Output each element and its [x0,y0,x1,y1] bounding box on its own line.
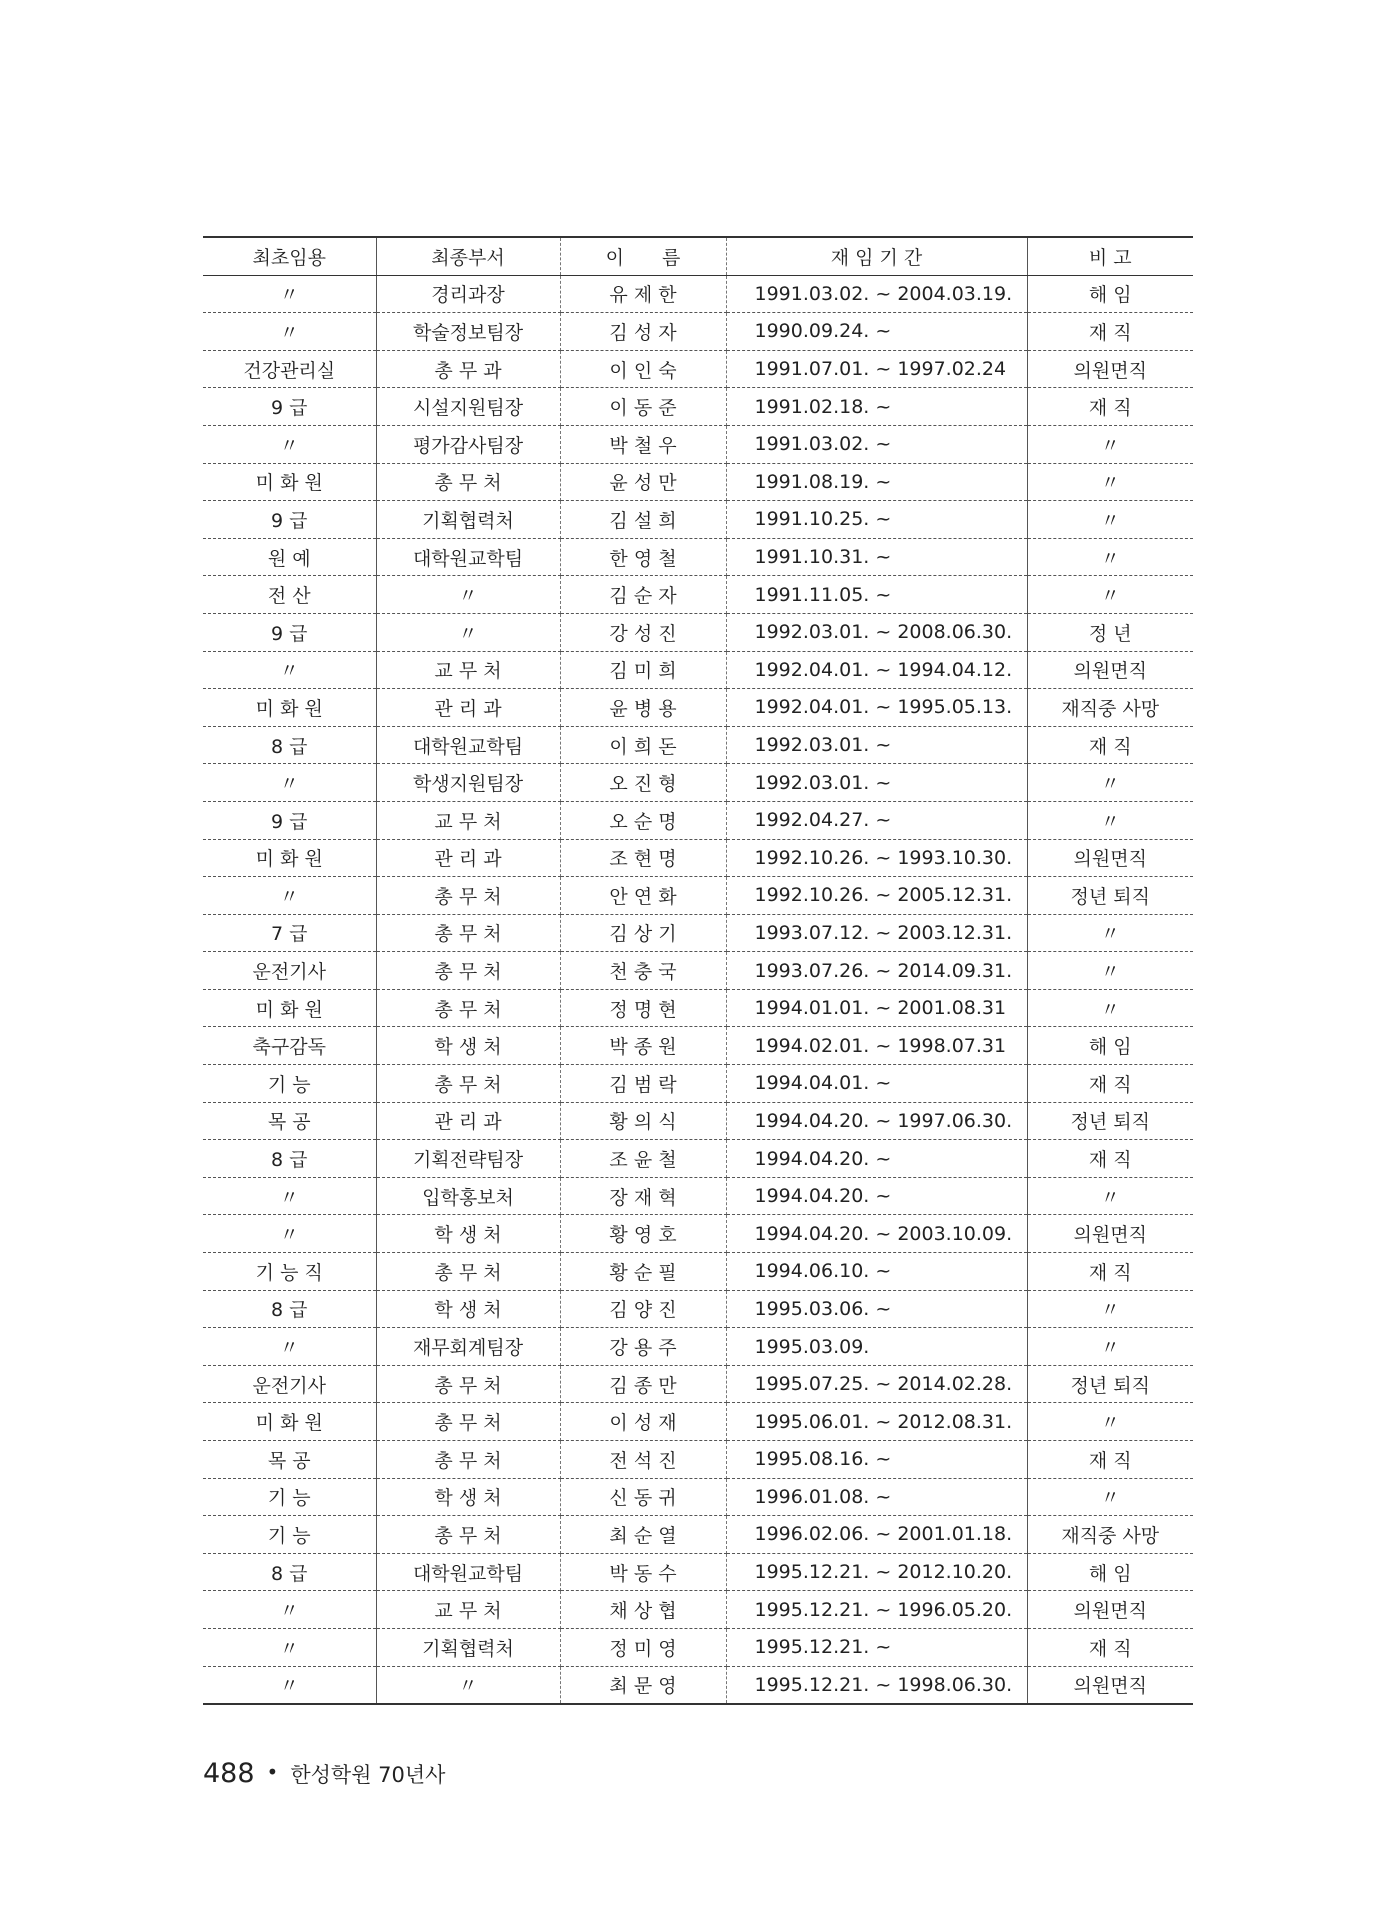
first-appointment-cell: 건강관리실 [203,350,376,388]
first-appointment-cell: 〃 [203,651,376,689]
remarks-cell: 〃 [1027,463,1193,501]
name-cell: 이 희 돈 [560,726,726,764]
name-cell: 조 현 명 [560,839,726,877]
final-department-cell: 기획협력처 [376,1628,560,1666]
remarks-cell: 재 직 [1027,1628,1193,1666]
table-row [203,1441,1193,1479]
tenure-period-cell: 1996.02.06. ~ 2001.01.18. [726,1516,1027,1554]
first-appointment-cell: 기 능 [203,1065,376,1103]
final-department-cell: 총 무 처 [376,1253,560,1291]
tenure-period-cell: 1991.02.18. ~ [726,388,1027,426]
tenure-period-cell: 1996.01.08. ~ [726,1478,1027,1516]
name-cell: 정 미 영 [560,1628,726,1666]
tenure-period-cell: 1992.10.26. ~ 2005.12.31. [726,877,1027,915]
name-cell: 김 순 자 [560,576,726,614]
remarks-cell: 〃 [1027,1403,1193,1441]
staff-table [203,236,1193,1705]
first-appointment-cell: 목 공 [203,1441,376,1479]
table-row [203,726,1193,764]
final-department-cell: 경리과장 [376,275,560,313]
name-cell: 천 충 국 [560,952,726,990]
name-cell: 김 성 자 [560,313,726,351]
name-cell: 이 성 재 [560,1403,726,1441]
remarks-cell: 〃 [1027,952,1193,990]
final-department-cell: 총 무 처 [376,463,560,501]
book-title: 한성학원 70년사 [290,1763,446,1787]
remarks-cell: 〃 [1027,764,1193,802]
final-department-cell: 총 무 처 [376,989,560,1027]
tenure-period-cell: 1991.11.05. ~ [726,576,1027,614]
name-cell: 박 종 원 [560,1027,726,1065]
final-department-cell: 시설지원팀장 [376,388,560,426]
table-row [203,1027,1193,1065]
page-number: 488 [203,1758,255,1789]
table-row [203,275,1193,313]
name-cell: 이 인 숙 [560,350,726,388]
tenure-period-cell: 1991.03.02. ~ 2004.03.19. [726,275,1027,313]
final-department-cell: 학 생 처 [376,1290,560,1328]
table-body [203,275,1193,1704]
final-department-cell: 대학원교학팀 [376,726,560,764]
first-appointment-cell: 9 급 [203,388,376,426]
final-department-cell: 학 생 처 [376,1478,560,1516]
remarks-cell: 정년 퇴직 [1027,1102,1193,1140]
first-appointment-cell: 미 화 원 [203,989,376,1027]
tenure-period-cell: 1994.06.10. ~ [726,1253,1027,1291]
first-appointment-cell: 〃 [203,1666,376,1704]
remarks-cell: 해 임 [1027,1027,1193,1065]
first-appointment-cell: 〃 [203,1328,376,1366]
table-row [203,989,1193,1027]
final-department-cell: 총 무 처 [376,952,560,990]
first-appointment-cell: 운전기사 [203,952,376,990]
remarks-cell: 재직중 사망 [1027,1516,1193,1554]
tenure-period-cell: 1995.12.21. ~ [726,1628,1027,1666]
final-department-cell: 총 무 처 [376,1516,560,1554]
table-row [203,1065,1193,1103]
header-tenure-period: 재 임 기 간 [726,237,1027,275]
first-appointment-cell: 〃 [203,1628,376,1666]
name-cell: 윤 병 용 [560,689,726,727]
remarks-cell: 〃 [1027,1478,1193,1516]
tenure-period-cell: 1993.07.12. ~ 2003.12.31. [726,914,1027,952]
name-cell: 최 문 영 [560,1666,726,1704]
final-department-cell: 관 리 과 [376,1102,560,1140]
first-appointment-cell: 〃 [203,1177,376,1215]
table-row [203,1215,1193,1253]
final-department-cell: 총 무 처 [376,1365,560,1403]
final-department-cell: 입학홍보처 [376,1177,560,1215]
remarks-cell: 의원면직 [1027,839,1193,877]
remarks-cell: 〃 [1027,576,1193,614]
remarks-cell: 재 직 [1027,1441,1193,1479]
tenure-period-cell: 1995.03.06. ~ [726,1290,1027,1328]
final-department-cell: 관 리 과 [376,689,560,727]
final-department-cell: 총 무 처 [376,1065,560,1103]
tenure-period-cell: 1995.07.25. ~ 2014.02.28. [726,1365,1027,1403]
name-cell: 김 상 기 [560,914,726,952]
header-first-appointment: 최초임용 [203,237,376,275]
name-cell: 윤 성 만 [560,463,726,501]
remarks-cell: 〃 [1027,1290,1193,1328]
table-row [203,388,1193,426]
first-appointment-cell: 〃 [203,764,376,802]
first-appointment-cell: 〃 [203,1591,376,1629]
name-cell: 오 진 형 [560,764,726,802]
final-department-cell: 학 생 처 [376,1215,560,1253]
remarks-cell: 〃 [1027,989,1193,1027]
first-appointment-cell: 미 화 원 [203,1403,376,1441]
remarks-cell: 재 직 [1027,1253,1193,1291]
remarks-cell: 의원면직 [1027,350,1193,388]
tenure-period-cell: 1991.10.25. ~ [726,501,1027,539]
final-department-cell: 교 무 처 [376,651,560,689]
table-row [203,313,1193,351]
first-appointment-cell: 9 급 [203,501,376,539]
tenure-period-cell: 1994.04.01. ~ [726,1065,1027,1103]
remarks-cell: 재직중 사망 [1027,689,1193,727]
remarks-cell: 의원면직 [1027,1591,1193,1629]
final-department-cell: 평가감사팀장 [376,425,560,463]
name-cell: 채 상 협 [560,1591,726,1629]
remarks-cell: 해 임 [1027,1553,1193,1591]
first-appointment-cell: 〃 [203,1215,376,1253]
name-cell: 강 성 진 [560,613,726,651]
table-row [203,651,1193,689]
first-appointment-cell: 원 예 [203,538,376,576]
name-cell: 한 영 철 [560,538,726,576]
remarks-cell: 재 직 [1027,726,1193,764]
name-cell: 황 의 식 [560,1102,726,1140]
remarks-cell: 의원면직 [1073,1675,1147,1698]
table-row [203,1553,1193,1591]
first-appointment-cell: 〃 [203,275,376,313]
first-appointment-cell: 8 급 [203,1553,376,1591]
table-row [203,1328,1193,1366]
remarks-cell: 재 직 [1027,388,1193,426]
tenure-period-cell: 1991.08.19. ~ [726,463,1027,501]
header-remarks: 비 고 [1027,237,1193,275]
name-cell: 이 동 준 [560,388,726,426]
tenure-period-cell: 1992.03.01. ~ [726,726,1027,764]
first-appointment-cell: 9 급 [203,801,376,839]
remarks-cell: 재 직 [1027,313,1193,351]
table-row [203,1365,1193,1403]
tenure-period-cell: 1995.12.21. ~ 1996.05.20. [726,1591,1027,1629]
first-appointment-cell: 목 공 [203,1102,376,1140]
table-row [203,1177,1193,1215]
tenure-period-cell: 1995.08.16. ~ [726,1441,1027,1479]
tenure-period-cell: 1995.12.21. ~ 2012.10.20. [726,1553,1027,1591]
name-cell: 정 명 현 [560,989,726,1027]
remarks-cell: 재 직 [1027,1140,1193,1178]
name-cell: 김 설 희 [560,501,726,539]
final-department-cell: 총 무 처 [376,877,560,915]
table-row [203,1253,1193,1291]
table-row [203,689,1193,727]
name-cell: 장 재 혁 [560,1177,726,1215]
name-cell: 강 용 주 [560,1328,726,1366]
table-row [203,1591,1193,1629]
first-appointment-cell: 미 화 원 [203,689,376,727]
final-department-cell: 학술정보팀장 [376,313,560,351]
remarks-cell: 정년 퇴직 [1027,877,1193,915]
final-department-cell: 〃 [376,1666,560,1704]
table-row [203,538,1193,576]
tenure-period-cell: 1994.04.20. ~ 2003.10.09. [726,1215,1027,1253]
remarks-cell: 〃 [1027,425,1193,463]
name-cell: 박 동 수 [560,1553,726,1591]
name-cell: 오 순 명 [560,801,726,839]
table-row [203,1666,1193,1704]
name-cell: 전 석 진 [560,1441,726,1479]
name-cell: 최 순 열 [560,1516,726,1554]
name-cell: 황 순 필 [560,1253,726,1291]
table-row [203,952,1193,990]
final-department-cell: 〃 [376,576,560,614]
final-department-cell: 교 무 처 [376,1591,560,1629]
tenure-period-cell: 1991.03.02. ~ [726,425,1027,463]
final-department-cell: 총 무 처 [376,1441,560,1479]
tenure-period-cell: 1994.02.01. ~ 1998.07.31 [726,1027,1027,1065]
table-row [203,839,1193,877]
first-appointment-cell: 8 급 [203,726,376,764]
final-department-cell: 대학원교학팀 [376,1553,560,1591]
header-row [203,237,1193,275]
table-row [203,914,1193,952]
remarks-cell: 〃 [1027,1328,1193,1366]
final-department-cell: 기획전략팀장 [376,1140,560,1178]
tenure-period-cell: 1990.09.24. ~ [726,313,1027,351]
final-department-cell: 총 무 처 [376,914,560,952]
final-department-cell: 〃 [376,613,560,651]
tenure-period-cell: 1992.10.26. ~ 1993.10.30. [726,839,1027,877]
remarks-cell: 정년 퇴직 [1027,1365,1193,1403]
tenure-period-cell: 1994.04.20. ~ [726,1140,1027,1178]
table-row [203,1516,1193,1554]
tenure-period-cell: 1992.04.27. ~ [726,801,1027,839]
table-row [203,613,1193,651]
tenure-period-cell: 1994.04.20. ~ 1997.06.30. [726,1102,1027,1140]
name-cell: 신 동 귀 [560,1478,726,1516]
table-row [203,576,1193,614]
final-department-cell: 학생지원팀장 [376,764,560,802]
name-cell: 박 철 우 [560,425,726,463]
table-row [203,1403,1193,1441]
table-row [203,501,1193,539]
table-row [203,1290,1193,1328]
tenure-period-cell: 1994.01.01. ~ 2001.08.31 [726,989,1027,1027]
first-appointment-cell: 7 급 [203,914,376,952]
table-row [203,463,1193,501]
name-cell: 안 연 화 [560,877,726,915]
first-appointment-cell: 9 급 [203,613,376,651]
final-department-cell: 총 무 처 [376,1403,560,1441]
remarks-cell: 〃 [1027,538,1193,576]
remarks-cell: 〃 [1027,1177,1193,1215]
first-appointment-cell: 8 급 [203,1290,376,1328]
first-appointment-cell: 전 산 [203,576,376,614]
name-cell: 조 윤 철 [560,1140,726,1178]
remarks-cell: 의원면직 [1027,651,1193,689]
tenure-period-cell: 1992.04.01. ~ 1994.04.12. [726,651,1027,689]
name-cell: 김 종 만 [560,1365,726,1403]
final-department-cell: 학 생 처 [376,1027,560,1065]
final-department-cell: 총 무 과 [376,350,560,388]
remarks-cell: 해 임 [1027,275,1193,313]
table-row [203,425,1193,463]
table-row [203,1140,1193,1178]
first-appointment-cell: 〃 [203,425,376,463]
first-appointment-cell: 기 능 [203,1516,376,1554]
page-footer [203,1758,445,1789]
first-appointment-cell: 미 화 원 [203,839,376,877]
first-appointment-cell: 〃 [203,877,376,915]
remarks-cell: 의원면직 [1027,1215,1193,1253]
name-cell: 유 제 한 [560,275,726,313]
first-appointment-cell: 기 능 [203,1478,376,1516]
final-department-cell: 기획협력처 [376,501,560,539]
table-row [203,1628,1193,1666]
remarks-cell: 정 년 [1027,613,1193,651]
first-appointment-cell: 운전기사 [203,1365,376,1403]
name-cell: 김 범 락 [560,1065,726,1103]
name-cell: 김 양 진 [560,1290,726,1328]
table-row [203,350,1193,388]
tenure-period-cell: 1995.06.01. ~ 2012.08.31. [726,1403,1027,1441]
name-cell: 황 영 호 [560,1215,726,1253]
table-row [203,1478,1193,1516]
first-appointment-cell: 축구감독 [203,1027,376,1065]
final-department-cell: 대학원교학팀 [376,538,560,576]
tenure-period-cell: 1994.04.20. ~ [726,1177,1027,1215]
table-row [203,877,1193,915]
first-appointment-cell: 기 능 직 [203,1253,376,1291]
first-appointment-cell: 8 급 [203,1140,376,1178]
remarks-cell: 〃 [1027,914,1193,952]
tenure-period-cell: 1993.07.26. ~ 2014.09.31. [726,952,1027,990]
table-row [203,764,1193,802]
first-appointment-cell: 〃 [203,313,376,351]
tenure-period-cell: 1992.04.01. ~ 1995.05.13. [726,689,1027,727]
tenure-period-cell: 1991.07.01. ~ 1997.02.24 [726,350,1027,388]
first-appointment-cell: 미 화 원 [203,463,376,501]
tenure-period-cell: 1991.10.31. ~ [726,538,1027,576]
footer-bullet: • [266,1760,279,1784]
remarks-cell: 〃 [1027,501,1193,539]
final-department-cell: 재무회계팀장 [376,1328,560,1366]
tenure-period-cell: 1995.12.21. ~ 1998.06.30. [726,1666,1027,1704]
table-row [203,1102,1193,1140]
tenure-period-cell: 1992.03.01. ~ 2008.06.30. [726,613,1027,651]
table-row [203,801,1193,839]
tenure-period-cell: 1992.03.01. ~ [726,764,1027,802]
header-final-department: 최종부서 [376,237,560,275]
final-department-cell: 교 무 처 [376,801,560,839]
remarks-cell: 〃 [1027,801,1193,839]
name-cell: 김 미 희 [560,651,726,689]
header-name: 이 름 [560,237,726,275]
tenure-period-cell: 1995.03.09. [726,1328,1027,1366]
final-department-cell: 관 리 과 [376,839,560,877]
remarks-cell: 재 직 [1027,1065,1193,1103]
